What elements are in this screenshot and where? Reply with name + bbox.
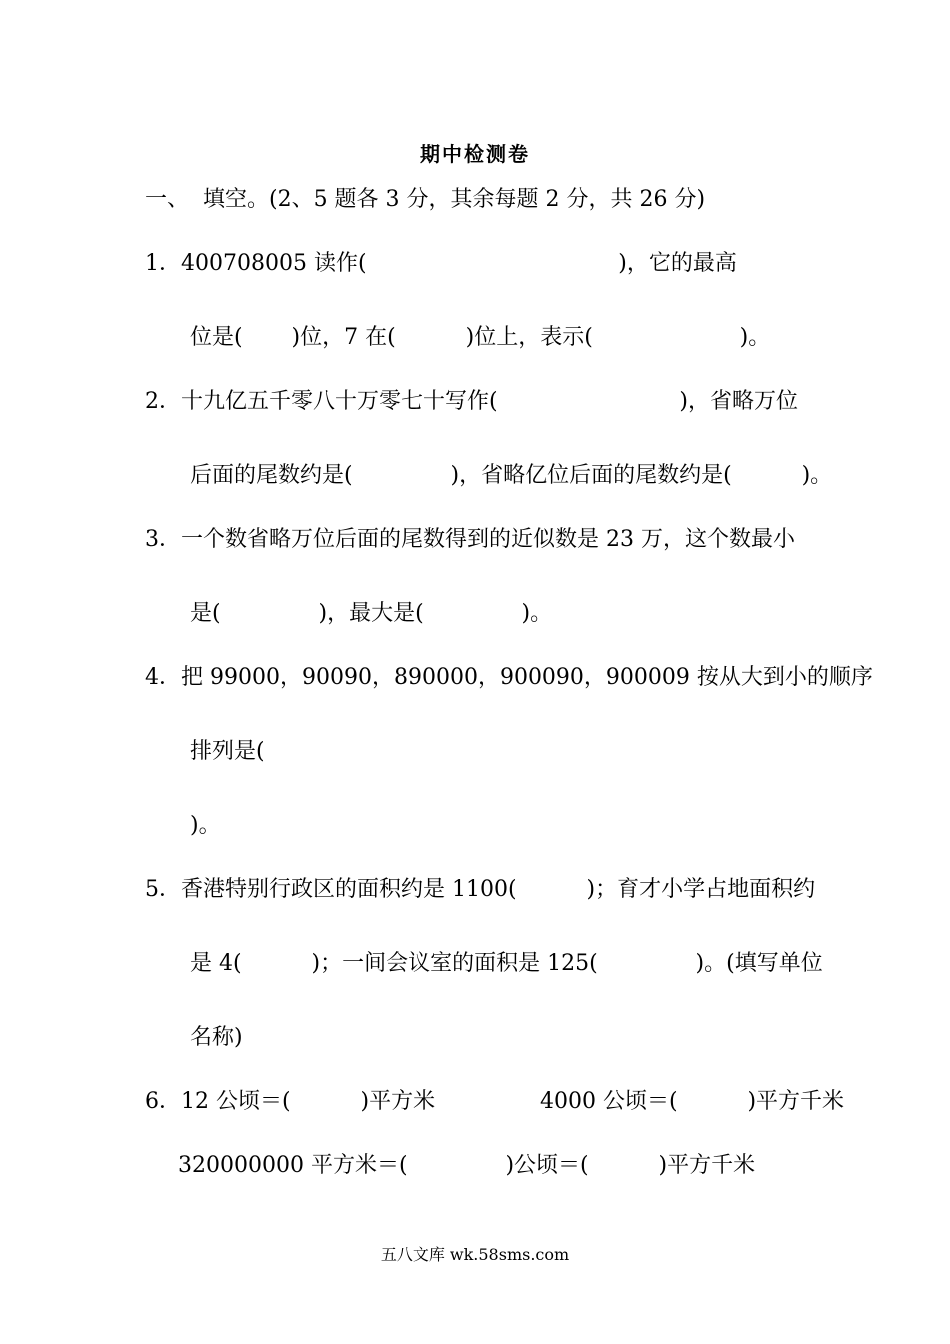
question-5-line-1: 5．香港特别行政区的面积约是 1100( )；育才小学占地面积约 xyxy=(145,877,816,902)
question-4-line-3: )。 xyxy=(190,813,221,838)
question-5-line-3: 名称) xyxy=(190,1025,243,1050)
question-5-line-2: 是 4( )；一间会议室的面积是 125( )。(填写单位 xyxy=(190,951,823,976)
question-4-line-1: 4．把 99000，90090，890000，900090，900009 按从大到小的顺序 xyxy=(145,665,873,690)
question-1-line-2: 位是( )位，7 在( )位上，表示( )。 xyxy=(190,325,771,350)
question-2-line-2: 后面的尾数约是( )，省略亿位后面的尾数约是( )。 xyxy=(190,463,833,488)
question-3-line-1: 3．一个数省略万位后面的尾数得到的近似数是 23 万，这个数最小 xyxy=(145,527,795,552)
footer-watermark: 五八文库 wk.58sms.com xyxy=(380,1245,570,1264)
question-6-line-1: 6．12 公顷＝( )平方米 4000 公顷＝( )平方千米 xyxy=(145,1089,845,1114)
question-2-line-1: 2．十九亿五千零八十万零七十写作( )，省略万位 xyxy=(145,389,798,414)
question-3-line-2: 是( )，最大是( )。 xyxy=(190,601,553,626)
question-6-line-2: 320000000 平方米＝( )公顷＝( )平方千米 xyxy=(178,1153,756,1178)
page-title: 期中检测卷 xyxy=(420,142,530,166)
section-heading: 一、 填空。(2、5 题各 3 分，其余每题 2 分，共 26 分) xyxy=(145,187,706,212)
question-4-line-2: 排列是( xyxy=(190,739,265,764)
question-1-line-1: 1．400708005 读作( )，它的最高 xyxy=(145,251,737,276)
